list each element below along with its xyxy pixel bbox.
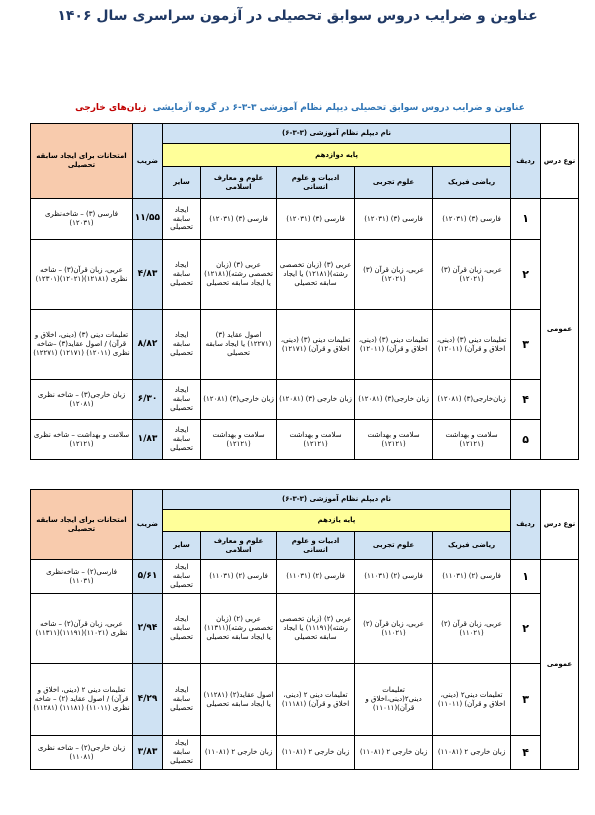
cell-other: ایجاد سابقه تحصیلی <box>163 594 201 664</box>
cell-lit: فارسی (۳) (۱۲۰۳۱) <box>277 199 355 240</box>
cell-other: ایجاد سابقه تحصیلی <box>163 736 201 770</box>
cell-lit: تعلیمات دینی ۲ (دینی، اخلاق و قرآن) (۱۱۱۸۱) <box>277 664 355 736</box>
header-math: ریاضی فیزیک <box>433 167 511 199</box>
cell-coef: ۱۱/۵۵ <box>133 199 163 240</box>
cell-math: فارسی (۳) (۱۲۰۳۱) <box>433 199 511 240</box>
row-num: ۲ <box>511 594 541 664</box>
header-exp: علوم تجربی <box>355 532 433 560</box>
cell-other: ایجاد سابقه تحصیلی <box>163 560 201 594</box>
header-coef: ضریب <box>133 490 163 560</box>
header-isl: علوم و معارف اسلامی <box>201 167 277 199</box>
cell-coef: ۵/۶۱ <box>133 560 163 594</box>
cell-exam: تعلیمات دینی (۳) (دینی، اخلاق و قرآن) / اصول عقاید(۳) –شاخه نظری (۱۲۰۱۱) (۱۲۱۷۱) (۱۲۲۷۱) <box>31 310 133 380</box>
table-row <box>31 664 579 736</box>
header-exp: علوم تجربی <box>355 167 433 199</box>
cell-isl: زبان خارجی ۲ (۱۱۰۸۱) <box>201 736 277 770</box>
cell-lit: سلامت و بهداشت (۱۲۱۲۱) <box>277 420 355 460</box>
cell-coef: ۸/۸۲ <box>133 310 163 380</box>
header-exam: امتحانات برای ایجاد سابقه تحصیلی <box>31 124 133 199</box>
cell-lit: عربی (۳) (زبان تخصصی رشته)(۱۲۱۸۱) یا ایجاد سابقه تحصیلی <box>277 240 355 310</box>
cell-coef: ۴/۲۹ <box>133 664 163 736</box>
table-row <box>31 736 579 770</box>
cell-other: ایجاد سابقه تحصیلی <box>163 420 201 460</box>
row-num: ۱ <box>511 560 541 594</box>
table-grade-11 <box>30 489 579 770</box>
cell-math: تعلیمات دینی (۳) (دینی، اخلاق و قرآن) (۱۲۰۱۱) <box>433 310 511 380</box>
cell-isl: عربی (۳) (زبان تخصصی رشته)(۱۲۱۸۱) یا ایجاد سابقه تحصیلی <box>201 240 277 310</box>
subtitle-group: زبان‌های خارجی <box>75 103 147 113</box>
cell-lit: زبان خارجی ۲ (۱۱۰۸۱) <box>277 736 355 770</box>
cell-other: ایجاد سابقه تحصیلی <box>163 664 201 736</box>
header-row: ردیف <box>511 124 541 199</box>
cell-isl: فارسی (۲) (۱۱۰۳۱) <box>201 560 277 594</box>
cell-exam: فارسی(۲) – شاخه‌نظری (۱۱۰۳۱) <box>31 560 133 594</box>
cell-coef: ۱/۸۳ <box>133 420 163 460</box>
cell-math: عربی، زبان قرآن (۳) (۱۲۰۲۱) <box>433 240 511 310</box>
cell-exp: عربی، زبان قرآن (۲) (۱۱۰۲۱) <box>355 594 433 664</box>
cell-isl: فارسی (۳) (۱۲۰۳۱) <box>201 199 277 240</box>
table-row <box>31 240 579 310</box>
cell-other: ایجاد سابقه تحصیلی <box>163 310 201 380</box>
table-row <box>31 199 579 240</box>
row-num: ۴ <box>511 736 541 770</box>
header-row: ردیف <box>511 490 541 560</box>
cell-lit: عربی (۲) (زبان تخصصی رشته)(۱۱۱۹۱) یا ایجاد سابقه تحصیلی <box>277 594 355 664</box>
cell-exp: زبان خارجی(۳) (۱۲۰۸۱) <box>355 380 433 420</box>
cell-exam: سلامت و بهداشت – شاخه نظری (۱۲۱۲۱) <box>31 420 133 460</box>
cell-math: عربی، زبان قرآن (۲) (۱۱۰۲۱) <box>433 594 511 664</box>
type-cell: عمومی <box>541 199 579 460</box>
cell-coef: ۶/۳۰ <box>133 380 163 420</box>
table-row <box>31 594 579 664</box>
page-subtitle <box>20 103 580 113</box>
header-grade: پایه یازدهم <box>163 510 511 532</box>
cell-exam: عربی، زبان قرآن(۳) – شاخه نظری (۱۲۱۸۱)(۱۲۰۲۱)(۱۲۳۰۱) <box>31 240 133 310</box>
cell-exam: زبان خارجی(۳) – شاخه نظری (۱۲۰۸۱) <box>31 380 133 420</box>
cell-exam: زبان خارجی(۲) – شاخه نظری (۱۱۰۸۱) <box>31 736 133 770</box>
table-grade-12 <box>30 123 579 460</box>
cell-other: ایجاد سابقه تحصیلی <box>163 380 201 420</box>
table-row <box>31 380 579 420</box>
header-other: سایر <box>163 532 201 560</box>
cell-coef: ۲/۹۴ <box>133 594 163 664</box>
cell-math: فارسی (۲) (۱۱۰۳۱) <box>433 560 511 594</box>
header-exam: امتحانات برای ایجاد سابقه تحصیلی <box>31 490 133 560</box>
cell-coef: ۳/۸۳ <box>133 736 163 770</box>
type-cell: عمومی <box>541 560 579 770</box>
cell-exp: زبان خارجی ۲ (۱۱۰۸۱) <box>355 736 433 770</box>
cell-exp: تعلیمات دینی۲(دینی،اخلاق و قرآن)(۱۱۰۱۱) <box>355 664 433 736</box>
header-system: نام دیپلم نظام آموزشی (۳-۳-۶) <box>163 124 511 144</box>
cell-lit: تعلیمات دینی (۳) (دینی، اخلاق و قرآن) (۱۲۱۷۱) <box>277 310 355 380</box>
cell-math: زبان‌خارجی(۳) (۱۲۰۸۱) <box>433 380 511 420</box>
header-isl: علوم و معارف اسلامی <box>201 532 277 560</box>
cell-exp: فارسی (۳) (۱۲۰۳۱) <box>355 199 433 240</box>
header-coef: ضریب <box>133 124 163 199</box>
header-grade: پایه دوازدهم <box>163 144 511 167</box>
cell-lit: فارسی (۲) (۱۱۰۳۱) <box>277 560 355 594</box>
cell-exp: عربی، زبان قرآن (۳) (۱۲۰۲۱) <box>355 240 433 310</box>
header-type: نوع درس <box>541 124 579 199</box>
header-math: ریاضی فیزیک <box>433 532 511 560</box>
cell-isl: سلامت و بهداشت (۱۲۱۲۱) <box>201 420 277 460</box>
cell-exp: تعلیمات دینی (۳) (دینی، اخلاق و قرآن) (۱۲۰۱۱) <box>355 310 433 380</box>
row-num: ۱ <box>511 199 541 240</box>
page-title: عناوین و ضرایب دروس سوابق تحصیلی در آزمون سراسری سال ۱۴۰۶ <box>57 8 538 24</box>
table-row <box>31 420 579 460</box>
header-lit: ادبیات و علوم انسانی <box>277 167 355 199</box>
cell-exp: فارسی (۲) (۱۱۰۳۱) <box>355 560 433 594</box>
row-num: ۳ <box>511 664 541 736</box>
row-num: ۴ <box>511 380 541 420</box>
table-row <box>31 560 579 594</box>
header-lit: ادبیات و علوم انسانی <box>277 532 355 560</box>
cell-lit: زبان خارجی (۳) (۱۲۰۸۱) <box>277 380 355 420</box>
row-num: ۳ <box>511 310 541 380</box>
cell-math: تعلیمات دینی۲ (دینی، اخلاق و قرآن) (۱۱۰۱۱) <box>433 664 511 736</box>
cell-exam: فارسی (۳) – شاخه‌نظری (۱۲۰۳۱) <box>31 199 133 240</box>
table-row <box>31 310 579 380</box>
cell-exam: عربی، زبان قرآن(۲) – شاخه نظری (۱۱۰۲۱)(۱۱۱۹۱)(۱۱۳۱۱) <box>31 594 133 664</box>
header-system: نام دیپلم نظام آموزشی (۳-۳-۶) <box>163 490 511 510</box>
cell-coef: ۴/۸۳ <box>133 240 163 310</box>
cell-exam: تعلیمات دینی ۲ (دینی، اخلاق و قرآن) / اصول عقاید (۲) – شاخه نظری (۱۱۰۱۱) (۱۱۱۸۱) (۱۱۲۸۱) <box>31 664 133 736</box>
cell-other: ایجاد سابقه تحصیلی <box>163 199 201 240</box>
cell-isl: اصول عقاید (۳) (۱۲۲۷۱) یا ایجاد سابقه تحصیلی <box>201 310 277 380</box>
subtitle-text: عناوین و ضرایب دروس سوابق تحصیلی دیپلم نظام آموزشی ۳-۳-۶ در گروه آزمایشی <box>152 103 525 113</box>
header-type: نوع درس <box>541 490 579 560</box>
cell-math: زبان خارجی ۲ (۱۱۰۸۱) <box>433 736 511 770</box>
cell-isl: زبان خارجی(۳) (۱۲۰۸۱) <box>201 380 277 420</box>
row-num: ۲ <box>511 240 541 310</box>
header-other: سایر <box>163 167 201 199</box>
cell-exp: سلامت و بهداشت (۱۲۱۲۱) <box>355 420 433 460</box>
cell-math: سلامت و بهداشت (۱۲۱۲۱) <box>433 420 511 460</box>
cell-isl: اصول عقاید(۲) (۱۱۲۸۱) یا ایجاد سابقه تحصیلی <box>201 664 277 736</box>
row-num: ۵ <box>511 420 541 460</box>
cell-isl: عربی (۲) (زبان تخصصی رشته)(۱۱۳۱۱) یا ایجاد سابقه تحصیلی <box>201 594 277 664</box>
cell-other: ایجاد سابقه تحصیلی <box>163 240 201 310</box>
